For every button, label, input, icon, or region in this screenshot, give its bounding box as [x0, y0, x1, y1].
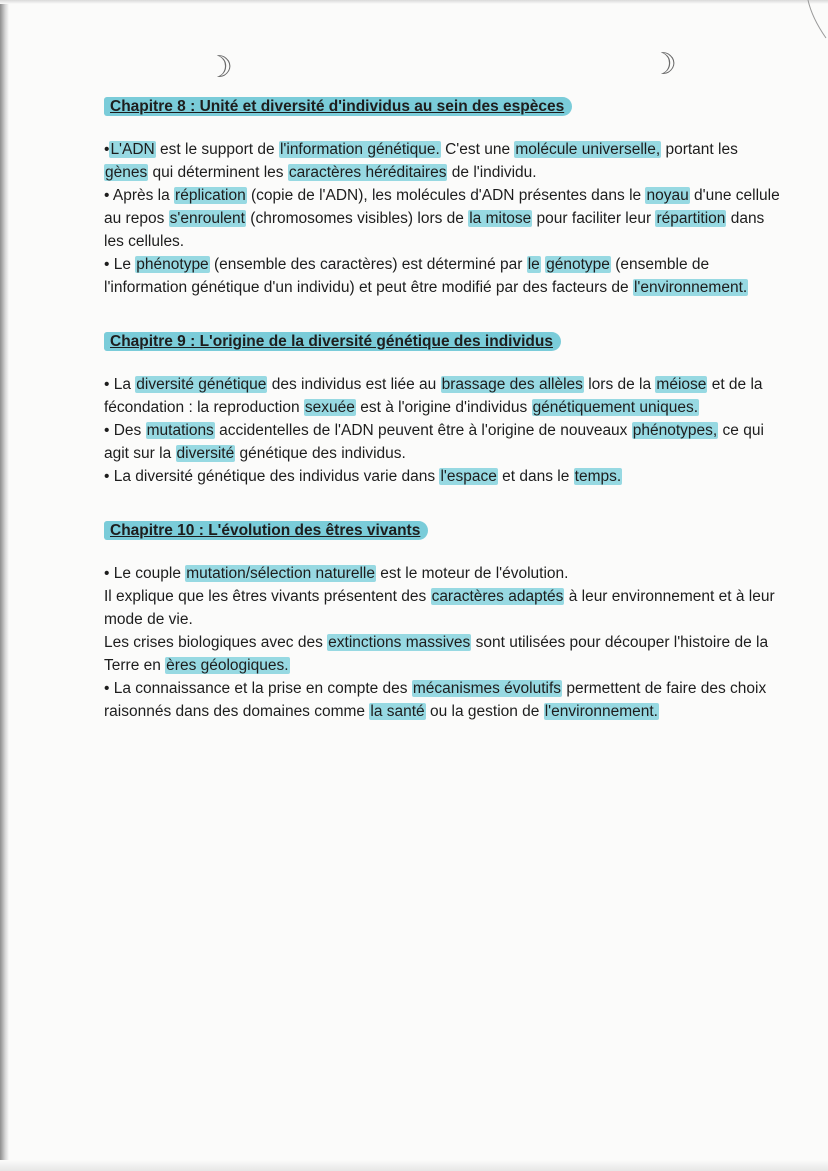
highlighted-term: la mitose	[469, 210, 532, 227]
highlighted-term: gènes	[105, 164, 148, 181]
paragraph	[104, 562, 784, 585]
text-segment: • Des	[104, 422, 146, 439]
highlighted-term: répartition	[656, 210, 726, 227]
highlighted-term: noyau	[646, 187, 689, 204]
highlighted-term: diversité	[176, 445, 235, 462]
highlighted-term: extinctions massives	[328, 634, 471, 651]
text-segment: génétique des individus.	[235, 445, 406, 462]
text-segment: des individus est liée au	[267, 376, 441, 393]
highlighted-term: l'espace	[440, 468, 497, 485]
text-segment: dans les cellules.	[104, 210, 765, 250]
paragraph	[104, 184, 784, 253]
highlighted-term: temps.	[574, 468, 622, 485]
highlighted-term: réplication	[175, 187, 246, 204]
page-edge	[0, 0, 9, 1171]
text-segment: est à l'origine d'individus	[355, 399, 532, 416]
chapter-section	[104, 96, 784, 299]
highlighted-term: la santé	[370, 703, 425, 720]
text-segment: accidentelles de l'ADN peuvent être à l'origine de nouveaux	[214, 422, 632, 439]
chapter-title-text: Chapitre 10 : L'évolution des êtres vivants	[104, 521, 428, 540]
paragraph	[104, 138, 784, 184]
text-segment: (ensemble de l'information génétique d'un individu) et peut être modifié par des facteurs de	[104, 256, 710, 296]
highlighted-term: ères géologiques.	[166, 657, 289, 674]
paragraph	[104, 465, 784, 488]
text-segment: (ensemble des caractères) est déterminé par	[209, 256, 527, 273]
highlighted-term: méiose	[656, 376, 707, 393]
highlighted-term: l'information génétique.	[279, 141, 440, 158]
highlighted-term: sexuée	[304, 399, 355, 416]
highlighted-term: phénotypes,	[632, 422, 718, 439]
text-segment: à leur environnement et à leur mode de vie.	[104, 588, 775, 628]
text-segment: • Le couple	[104, 565, 186, 582]
document-body	[104, 96, 784, 755]
highlighted-term: caractères héréditaires	[288, 164, 447, 181]
paragraph	[104, 373, 784, 419]
text-segment: • Après la	[104, 187, 175, 204]
text-segment: est le moteur de l'évolution.	[375, 565, 569, 582]
text-segment: qui déterminent les	[148, 164, 288, 181]
highlighted-term: l'environnement.	[633, 279, 748, 296]
chapter-title-text: Chapitre 9 : L'origine de la diversité génétique des individus	[104, 332, 561, 351]
text-segment: pour faciliter leur	[532, 210, 656, 227]
text-segment: est le support de	[155, 141, 279, 158]
text-segment: C'est une	[440, 141, 515, 158]
highlighted-term: caractères adaptés	[431, 588, 564, 605]
paragraph	[104, 677, 784, 723]
highlighted-term: mécanismes évolutifs	[412, 680, 562, 697]
text-segment: Les crises biologiques avec des	[104, 634, 328, 651]
chapter-title	[104, 96, 784, 118]
page-corner-curl	[798, 0, 828, 40]
highlighted-term: mutation/sélection naturelle	[186, 565, 375, 582]
text-segment: de l'individu.	[447, 164, 537, 181]
highlighted-term: l'environnement.	[544, 703, 658, 720]
chapter-section	[104, 520, 784, 723]
highlighted-term: molécule universelle,	[515, 141, 661, 158]
paragraph	[104, 631, 784, 677]
paragraph	[104, 419, 784, 465]
text-segment: (copie de l'ADN), les molécules d'ADN présentes dans le	[246, 187, 646, 204]
highlighted-term: génétiquement uniques.	[532, 399, 699, 416]
highlighted-term: s'enroulent	[169, 210, 245, 227]
text-segment: • Le	[104, 256, 136, 273]
punch-hole-icon: ☽	[650, 47, 677, 82]
chapter-section	[104, 331, 784, 488]
highlighted-term: brassage des allèles	[441, 376, 583, 393]
chapter-title	[104, 520, 784, 542]
highlighted-term: le	[527, 256, 540, 273]
paragraph	[104, 585, 784, 631]
highlighted-term: mutations	[146, 422, 214, 439]
text-segment: et dans le	[497, 468, 574, 485]
highlighted-term: L'ADN	[110, 141, 155, 158]
chapter-title	[104, 331, 784, 353]
text-segment: • La diversité génétique des individus varie dans	[104, 468, 440, 485]
paragraph	[104, 253, 784, 299]
text-segment: (chromosomes visibles) lors de	[245, 210, 469, 227]
text-segment: •	[104, 141, 110, 158]
text-segment: ce qui agit sur la	[104, 422, 764, 462]
text-segment: • La	[104, 376, 136, 393]
highlighted-term: génotype	[546, 256, 610, 273]
text-segment: permettent de faire des choix raisonnés dans des domaines comme	[104, 680, 767, 720]
text-segment: portant les	[661, 141, 738, 158]
highlighted-term: diversité génétique	[136, 376, 267, 393]
highlighted-term: phénotype	[136, 256, 209, 273]
page-edge-bottom	[0, 1160, 828, 1171]
page-edge-top	[0, 0, 828, 4]
chapter-title-text: Chapitre 8 : Unité et diversité d'individus au sein des espèces	[104, 97, 572, 116]
text-segment: et de la fécondation : la reproduction	[104, 376, 763, 416]
text-segment: d'une cellule au repos	[104, 187, 780, 227]
punch-hole-icon: ☽	[206, 50, 233, 85]
text-segment: Il explique que les êtres vivants présentent des	[104, 588, 431, 605]
text-segment: ou la gestion de	[425, 703, 544, 720]
text-segment: lors de la	[583, 376, 656, 393]
text-segment: • La connaissance et la prise en compte des	[104, 680, 412, 697]
text-segment: sont utilisées pour découper l'histoire de la Terre en	[104, 634, 769, 674]
